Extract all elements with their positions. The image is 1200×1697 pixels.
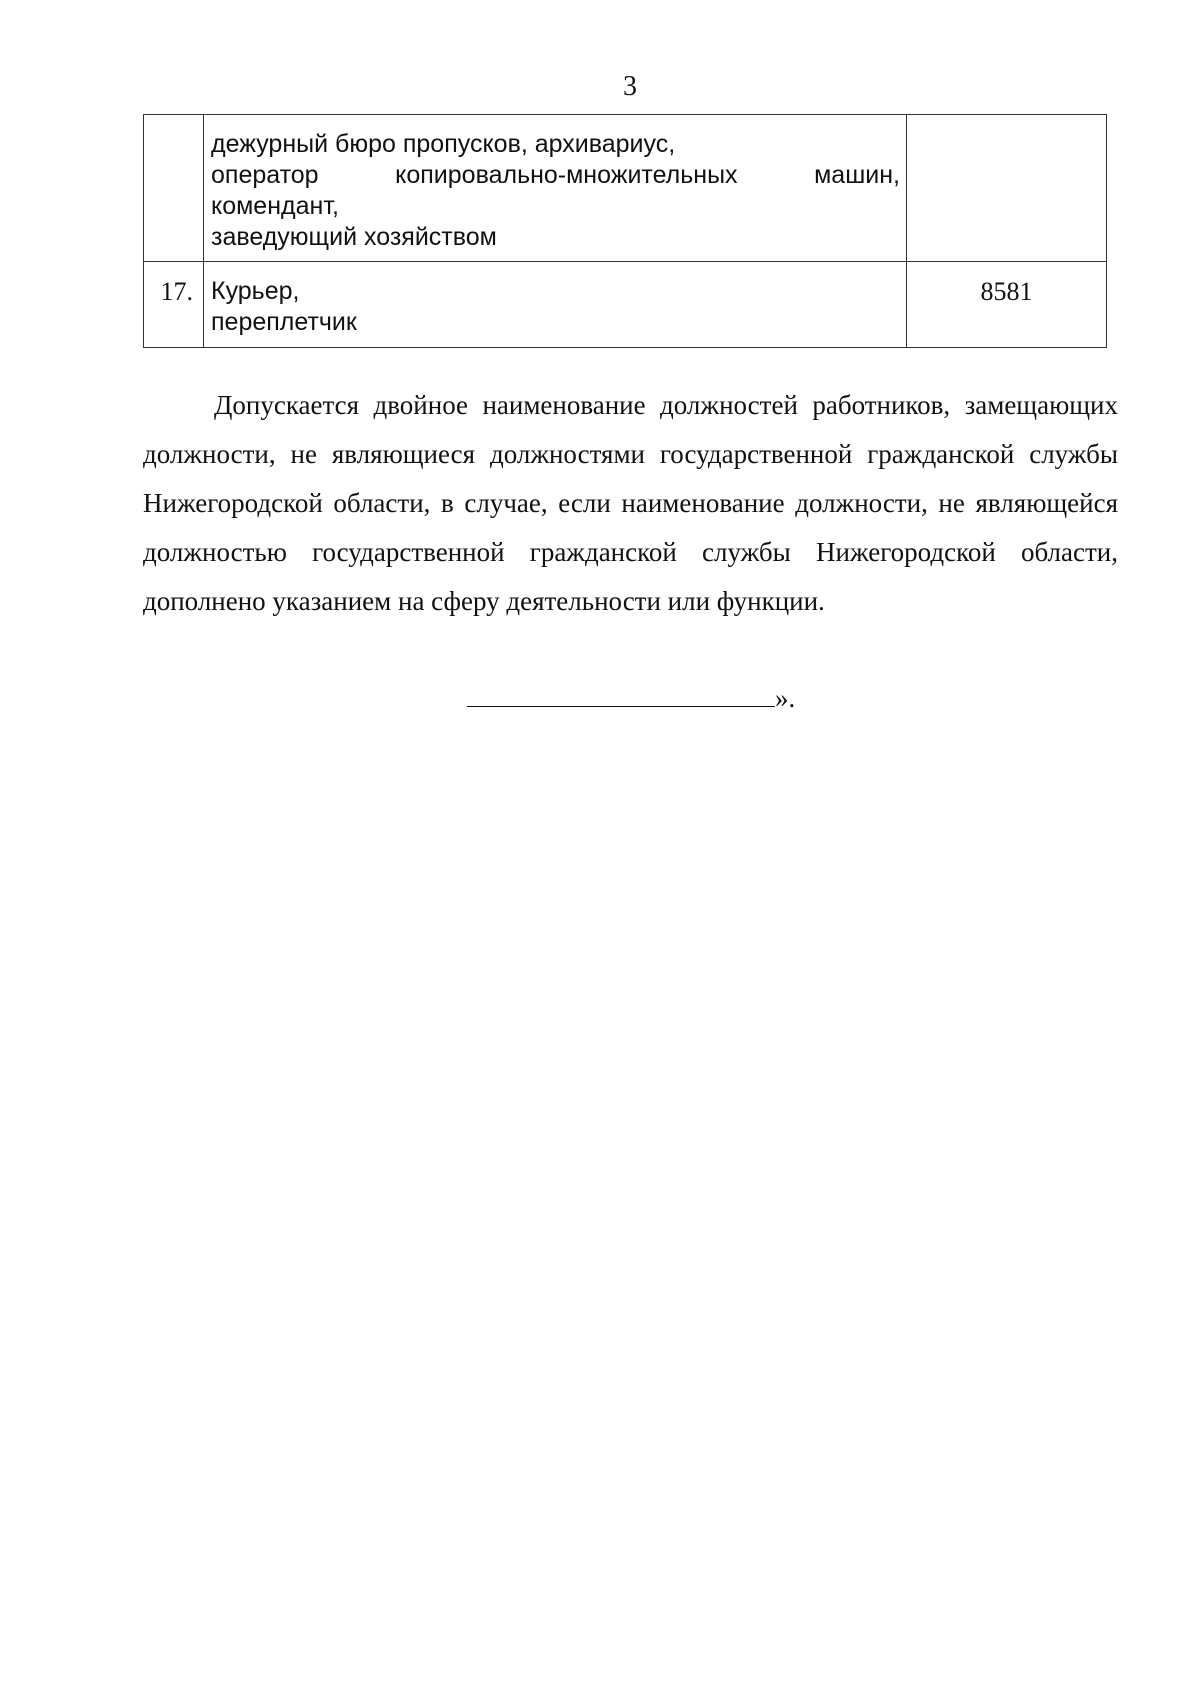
table-row <box>144 115 1107 262</box>
position-code: 8581 <box>907 262 1107 348</box>
page-number: 3 <box>623 71 637 102</box>
position-code <box>907 115 1107 262</box>
position-name-line: дежурный бюро пропусков, архивариус, <box>211 130 676 158</box>
row-number <box>144 115 204 262</box>
position-names <box>204 262 907 348</box>
position-name-line: Курьер, <box>211 277 300 305</box>
position-name-line: комендант, <box>211 192 339 220</box>
position-names <box>204 115 907 262</box>
position-name-word: оператор <box>211 161 319 189</box>
position-name-line <box>211 160 900 191</box>
table-row <box>144 262 1107 348</box>
position-name-word: машин, <box>814 161 900 189</box>
signature-underline <box>467 684 775 707</box>
closing-line <box>467 681 795 715</box>
position-name-word: копировально-множительных <box>395 161 738 189</box>
positions-table <box>143 114 1107 348</box>
closing-quote-mark: ». <box>775 683 796 713</box>
position-name-line: заведующий хозяйством <box>211 223 497 251</box>
row-number: 17. <box>144 262 204 348</box>
body-paragraph: Допускается двойное наименование должностей работников, замещающих должности, не являющиеся должностями государственной гражданской службы Нижегородской области, в случае, если наименование должности, не являющейся должностью государственной гражданской службы Нижегородской области, дополнено указанием на сферу деятельности или функции. <box>143 390 1118 616</box>
position-name-line: переплетчик <box>211 308 357 336</box>
